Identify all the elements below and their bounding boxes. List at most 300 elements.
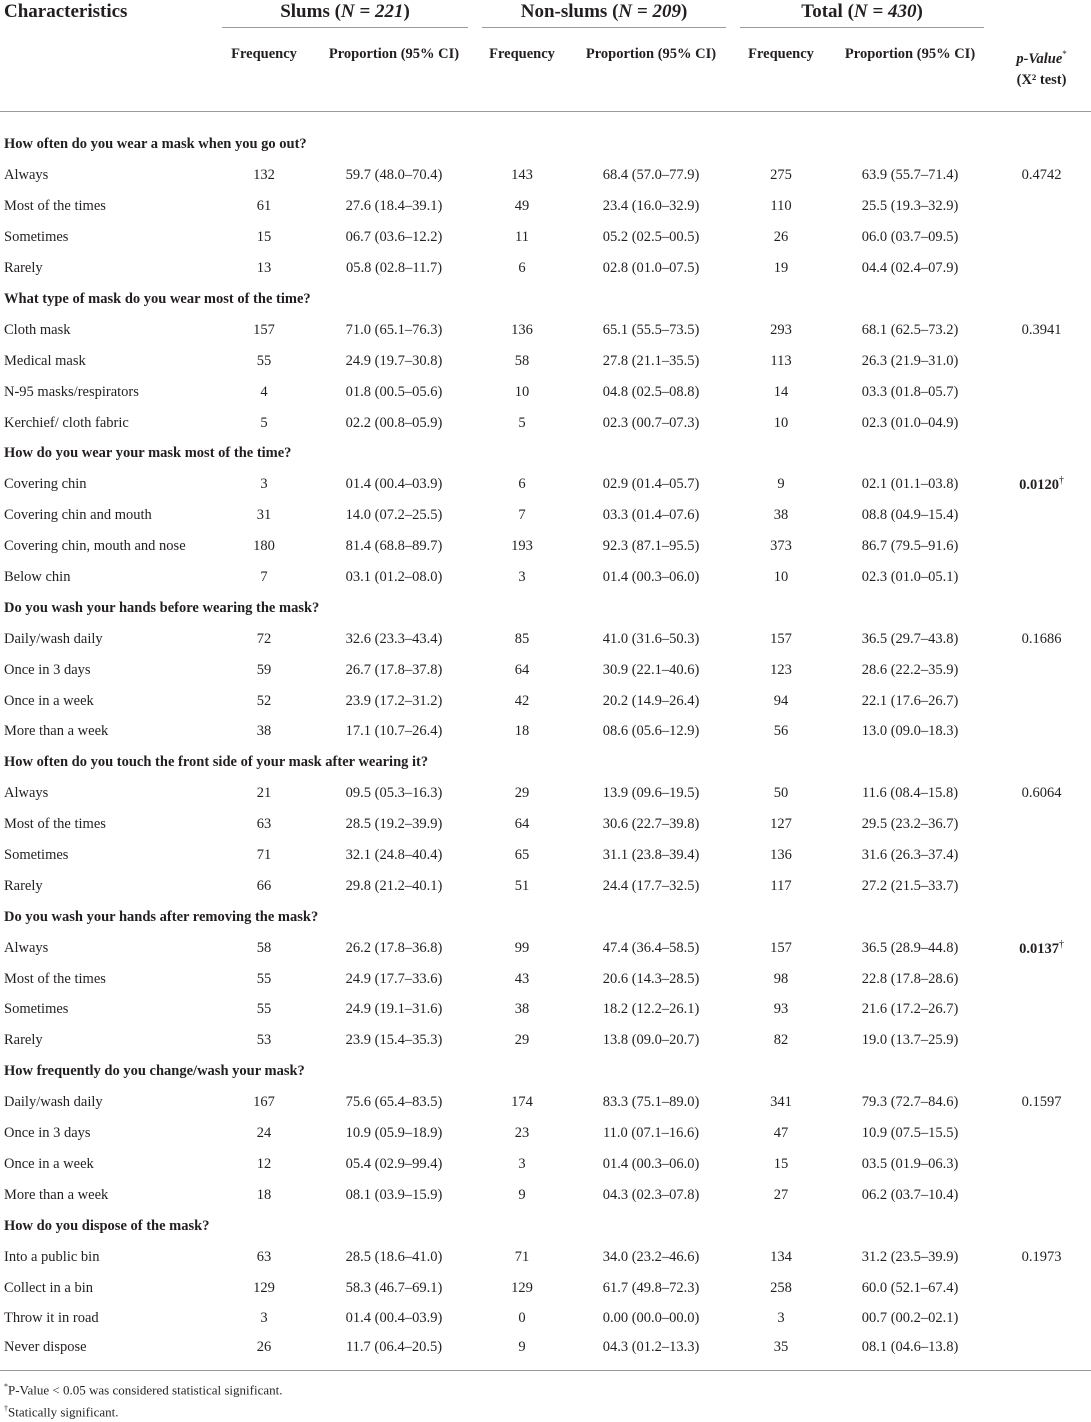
total-frequency-cell: 50	[773, 785, 789, 802]
non-slums-proportion-cell: 83.3 (75.1–89.0)	[602, 1094, 700, 1111]
non-slums-proportion-cell: 47.4 (36.4–58.5)	[602, 939, 700, 956]
non-slums-proportion-cell: 04.3 (01.2–13.3)	[568, 1334, 734, 1370]
pvalue-cell	[992, 1303, 1091, 1334]
slums-frequency-cell: 72	[256, 630, 272, 647]
slums-proportion-cell: 26.7 (17.8–37.8)	[345, 661, 443, 678]
slums-frequency-cell: 55	[256, 970, 272, 987]
row-label: Most of the times	[4, 198, 106, 215]
slums-proportion-cell: 71.0 (65.1–76.3)	[345, 321, 443, 338]
total-proportion-cell: 86.7 (79.5–91.6)	[861, 538, 959, 555]
slums-proportion-cell: 28.5 (18.6–41.0)	[345, 1248, 443, 1265]
table-row	[0, 809, 1091, 840]
total-proportion-cell: 00.7 (00.2–02.1)	[861, 1310, 959, 1327]
non-slums-frequency-cell: 129	[511, 1279, 533, 1296]
total-proportion-cell: 02.3 (01.0–05.1)	[861, 569, 959, 586]
table-row	[0, 1303, 1091, 1334]
section-question: What type of mask do you wear most of the time?	[4, 291, 311, 307]
row-label: Sometimes	[4, 847, 69, 864]
slums-frequency-cell: 3	[260, 476, 268, 493]
table-row	[0, 1149, 1091, 1180]
table-row	[0, 933, 1091, 964]
non-slums-frequency-cell: 9	[476, 1334, 568, 1370]
pvalue-cell	[992, 531, 1091, 562]
group-name: Total	[801, 1, 843, 22]
row-label: Into a public bin	[4, 1248, 100, 1265]
total-frequency-cell: 3	[777, 1310, 785, 1327]
row-label: Once in a week	[4, 1155, 94, 1172]
non-slums-frequency-cell: 71	[514, 1248, 530, 1265]
slums-proportion-cell: 24.9 (17.7–33.6)	[345, 970, 443, 987]
slums-frequency-cell: 66	[256, 877, 272, 894]
total-frequency-cell: 258	[770, 1279, 792, 1296]
total-frequency-cell: 157	[770, 630, 792, 647]
pvalue-header-label: p-Value	[1016, 50, 1063, 67]
total-frequency-cell: 110	[770, 198, 792, 215]
total-proportion-cell: 13.0 (09.0–18.3)	[861, 723, 959, 740]
section-question: How often do you wear a mask when you go out?	[4, 135, 307, 152]
total-proportion-cell: 31.2 (23.5–39.9)	[861, 1248, 959, 1265]
section-question: How frequently do you change/wash your mask?	[4, 1063, 305, 1080]
total-frequency-cell: 123	[770, 661, 792, 678]
pvalue-value: 0.0137	[1019, 940, 1059, 957]
footnote-text: Statically significant.	[8, 1404, 119, 1420]
slums-frequency-cell: 5	[260, 414, 268, 431]
non-slums-proportion-cell: 02.8 (01.0–07.5)	[602, 260, 700, 277]
total-frequency-cell: 117	[770, 877, 792, 894]
slums-frequency-cell: 3	[260, 1310, 268, 1327]
row-label: Covering chin	[4, 476, 87, 493]
row-label: Rarely	[4, 260, 43, 277]
table-row	[0, 315, 1091, 346]
slums-frequency-cell: 21	[256, 785, 272, 802]
total-frequency-cell: 27	[773, 1186, 789, 1203]
non-slums-proportion-cell: 20.6 (14.3–28.5)	[602, 970, 700, 987]
slums-frequency-cell: 53	[256, 1032, 272, 1049]
non-slums-frequency-cell: 64	[514, 816, 530, 833]
pvalue-cell	[992, 686, 1091, 717]
pvalue-cell	[992, 346, 1091, 377]
row-label: Most of the times	[4, 816, 106, 833]
total-frequency-cell: 127	[770, 816, 792, 833]
non-slums-frequency-cell: 11	[515, 229, 529, 246]
row-label: More than a week	[4, 723, 109, 740]
group-n: N = 430	[853, 1, 917, 22]
row-label: Kerchief/ cloth fabric	[4, 414, 129, 431]
total-proportion-cell: 08.1 (04.6–13.8)	[828, 1334, 992, 1370]
slums-proportion-cell: 03.1 (01.2–08.0)	[345, 569, 443, 586]
row-label: Always	[4, 167, 49, 184]
row-label: Covering chin, mouth and nose	[4, 538, 186, 555]
slums-proportion-cell: 09.5 (05.3–16.3)	[345, 785, 443, 802]
total-frequency-cell: 47	[773, 1125, 789, 1142]
non-slums-frequency-cell: 10	[514, 383, 530, 400]
total-frequency-cell: 10	[773, 414, 789, 431]
non-slums-proportion-cell: 20.2 (14.9–26.4)	[602, 692, 700, 709]
table-row	[0, 346, 1091, 377]
total-proportion-cell: 02.1 (01.1–03.8)	[861, 476, 959, 493]
footnote-text: P-Value < 0.05 was considered statistical significant.	[8, 1382, 283, 1398]
row-label: Daily/wash daily	[4, 630, 103, 647]
non-slums-proportion-cell: 41.0 (31.6–50.3)	[602, 630, 700, 647]
slums-frequency-cell: 15	[256, 229, 272, 246]
non-slums-proportion-cell: 34.0 (23.2–46.6)	[602, 1248, 700, 1265]
pvalue-cell	[992, 871, 1091, 902]
pvalue-value: 0.1686	[1021, 630, 1062, 647]
row-label: Rarely	[4, 877, 43, 894]
total-proportion-cell: 36.5 (28.9–44.8)	[861, 939, 959, 956]
pvalue-value: 0.1973	[1021, 1248, 1062, 1265]
footnote-mark: †	[4, 1404, 8, 1414]
row-label: Covering chin and mouth	[4, 507, 152, 524]
pvalue-cell	[992, 562, 1091, 593]
non-slums-proportion-cell: 31.1 (23.8–39.4)	[602, 847, 700, 864]
table-row	[0, 840, 1091, 871]
slums-proportion-cell: 05.8 (02.8–11.7)	[345, 260, 443, 277]
total-frequency-cell: 98	[773, 970, 789, 987]
slums-frequency-cell: 61	[256, 198, 272, 215]
non-slums-frequency-cell: 29	[514, 785, 530, 802]
table-row	[0, 964, 1091, 995]
slums-frequency-cell: 18	[256, 1186, 272, 1203]
slums-frequency-cell: 157	[253, 321, 275, 338]
non-slums-proportion-cell: 01.4 (00.3–06.0)	[602, 569, 700, 586]
footnote-mark: *	[4, 1382, 8, 1391]
row-label: Sometimes	[4, 1001, 69, 1018]
pvalue-cell	[992, 1242, 1091, 1273]
slums-proportion-cell: 59.7 (48.0–70.4)	[345, 167, 443, 184]
slums-frequency-cell: 52	[256, 692, 272, 709]
total-frequency-cell: 10	[773, 569, 789, 586]
slums-proportion-cell: 23.9 (17.2–31.2)	[345, 692, 443, 709]
non-slums-frequency-cell: 3	[518, 569, 526, 586]
table-body	[0, 112, 1091, 1371]
slums-proportion-cell: 24.9 (19.7–30.8)	[345, 352, 443, 369]
non-slums-proportion-cell: 18.2 (12.2–26.1)	[602, 1001, 700, 1018]
slums-frequency-cell: 63	[256, 1248, 272, 1265]
pvalue-cell	[992, 500, 1091, 531]
non-slums-frequency-cell: 29	[514, 1032, 530, 1049]
slums-proportion-cell: 29.8 (21.2–40.1)	[345, 877, 443, 894]
total-proportion-cell: 06.0 (03.7–09.5)	[861, 229, 959, 246]
row-label: Never dispose	[0, 1334, 216, 1370]
row-label: Always	[4, 939, 49, 956]
non-slums-frequency-cell: 5	[518, 414, 526, 431]
non-slums-proportion-cell: 27.8 (21.1–35.5)	[602, 352, 700, 369]
pvalue-cell	[992, 1334, 1091, 1370]
footnotes	[4, 1377, 283, 1422]
slums-proportion-cell: 08.1 (03.9–15.9)	[345, 1186, 443, 1203]
row-label: Daily/wash daily	[4, 1094, 103, 1111]
total-frequency-header: Frequency	[734, 31, 828, 112]
table-row	[0, 1025, 1091, 1056]
pvalue-header-test: (X² test)	[1016, 71, 1067, 88]
non-slums-frequency-cell: 64	[514, 661, 530, 678]
row-label: Once in 3 days	[4, 1125, 91, 1142]
slums-proportion-cell: 26.2 (17.8–36.8)	[345, 939, 443, 956]
slums-proportion-cell: 05.4 (02.9–99.4)	[345, 1155, 443, 1172]
non-slums-proportion-cell: 68.4 (57.0–77.9)	[602, 167, 700, 184]
non-slums-proportion-cell: 13.9 (09.6–19.5)	[602, 785, 700, 802]
non-slums-proportion-cell: 65.1 (55.5–73.5)	[602, 321, 700, 338]
table-row	[0, 191, 1091, 222]
section-header-row	[0, 1211, 1091, 1242]
group-n: N = 221	[340, 1, 404, 22]
slums-proportion-cell: 75.6 (65.4–83.5)	[345, 1094, 443, 1111]
pvalue-cell	[992, 933, 1091, 964]
table-row	[0, 377, 1091, 408]
total-proportion-cell: 22.8 (17.8–28.6)	[861, 970, 959, 987]
section-header-row	[0, 593, 1091, 624]
total-frequency-cell: 26	[773, 229, 789, 246]
row-label: More than a week	[4, 1186, 109, 1203]
pvalue-cell	[992, 191, 1091, 222]
table-row	[0, 161, 1091, 192]
non-slums-proportion-cell: 04.8 (02.5–08.8)	[602, 383, 700, 400]
total-proportion-cell: 03.3 (01.8–05.7)	[861, 383, 959, 400]
total-frequency-cell: 38	[773, 507, 789, 524]
slums-proportion-cell: 14.0 (07.2–25.5)	[345, 507, 443, 524]
total-proportion-header: Proportion (95% CI)	[828, 31, 992, 112]
non-slums-proportion-cell: 30.9 (22.1–40.6)	[602, 661, 700, 678]
footnote-pvalue	[4, 1377, 283, 1399]
table-row	[0, 655, 1091, 686]
pvalue-header-mark: *	[1062, 49, 1067, 59]
total-frequency-cell: 134	[770, 1248, 792, 1265]
significance-mark: †	[1058, 475, 1064, 487]
total-frequency-cell: 136	[770, 847, 792, 864]
total-proportion-cell: 22.1 (17.6–26.7)	[861, 692, 959, 709]
row-label: Cloth mask	[4, 321, 71, 338]
total-proportion-cell: 06.2 (03.7–10.4)	[861, 1186, 959, 1203]
total-frequency-cell: 15	[773, 1155, 789, 1172]
section-header-row	[0, 439, 1091, 470]
total-proportion-cell: 02.3 (01.0–04.9)	[861, 414, 959, 431]
total-group-header: Total (N = 430)	[734, 0, 992, 31]
slums-group-header: Slums (N = 221)	[216, 0, 476, 31]
table-row	[0, 253, 1091, 284]
row-label: Collect in a bin	[4, 1279, 93, 1296]
total-frequency-cell: 56	[773, 723, 789, 740]
pvalue-value: 0.6064	[1021, 785, 1062, 802]
pvalue-cell	[992, 995, 1091, 1026]
non-slums-frequency-cell: 49	[514, 198, 530, 215]
slums-frequency-cell: 167	[253, 1094, 275, 1111]
slums-proportion-cell: 11.7 (06.4–20.5)	[312, 1334, 476, 1370]
section-question: Do you wash your hands after removing the mask?	[4, 908, 319, 925]
non-slums-frequency-cell: 6	[518, 260, 526, 277]
sub-header-row	[0, 31, 1091, 112]
non-slums-group-header: Non-slums (N = 209)	[476, 0, 734, 31]
total-proportion-cell: 19.0 (13.7–25.9)	[861, 1032, 959, 1049]
slums-proportion-cell: 32.6 (23.3–43.4)	[345, 630, 443, 647]
non-slums-frequency-cell: 51	[514, 877, 530, 894]
non-slums-proportion-cell: 24.4 (17.7–32.5)	[602, 877, 700, 894]
footnote-significance	[4, 1399, 283, 1421]
non-slums-frequency-header: Frequency	[476, 31, 568, 112]
pvalue-value: 0.1597	[1021, 1094, 1062, 1111]
pvalue-header	[992, 31, 1091, 112]
total-proportion-cell: 04.4 (02.4–07.9)	[861, 260, 959, 277]
total-proportion-cell: 68.1 (62.5–73.2)	[861, 321, 959, 338]
slums-frequency-cell: 31	[256, 507, 272, 524]
non-slums-proportion-cell: 61.7 (49.8–72.3)	[602, 1279, 700, 1296]
table-row	[0, 469, 1091, 500]
pvalue-cell	[992, 469, 1091, 500]
total-frequency-cell: 19	[773, 260, 789, 277]
table-row	[0, 1334, 1091, 1370]
total-proportion-cell: 29.5 (23.2–36.7)	[861, 816, 959, 833]
row-label: Throw it in road	[4, 1310, 99, 1327]
pvalue-cell	[992, 778, 1091, 809]
slums-proportion-cell: 01.4 (00.4–03.9)	[345, 476, 443, 493]
pvalue-cell	[992, 809, 1091, 840]
pvalue-value: 0.0120	[1019, 477, 1059, 494]
non-slums-frequency-cell: 143	[511, 167, 533, 184]
slums-frequency-cell: 55	[256, 1001, 272, 1018]
total-frequency-cell: 35	[734, 1334, 828, 1370]
total-proportion-cell: 03.5 (01.9–06.3)	[861, 1155, 959, 1172]
table-row	[0, 531, 1091, 562]
total-proportion-cell: 79.3 (72.7–84.6)	[861, 1094, 959, 1111]
non-slums-proportion-cell: 03.3 (01.4–07.6)	[602, 507, 700, 524]
non-slums-proportion-cell: 0.00 (00.0–00.0)	[602, 1310, 700, 1327]
slums-proportion-cell: 17.1 (10.7–26.4)	[345, 723, 443, 740]
non-slums-frequency-cell: 65	[514, 847, 530, 864]
non-slums-frequency-cell: 3	[518, 1155, 526, 1172]
slums-proportion-header: Proportion (95% CI)	[312, 31, 476, 112]
total-frequency-cell: 94	[773, 692, 789, 709]
total-proportion-cell: 21.6 (17.2–26.7)	[861, 1001, 959, 1018]
total-frequency-cell: 82	[773, 1032, 789, 1049]
pvalue-cell	[992, 655, 1091, 686]
non-slums-proportion-cell: 02.3 (00.7–07.3)	[602, 414, 700, 431]
slums-frequency-cell: 38	[256, 723, 272, 740]
non-slums-proportion-cell: 08.6 (05.6–12.9)	[602, 723, 700, 740]
pvalue-cell	[992, 315, 1091, 346]
slums-proportion-cell: 81.4 (68.8–89.7)	[345, 538, 443, 555]
row-label: Rarely	[4, 1032, 43, 1049]
slums-proportion-cell: 02.2 (00.8–05.9)	[345, 414, 443, 431]
non-slums-proportion-cell: 11.0 (07.1–16.6)	[602, 1125, 700, 1142]
section-question: How do you dispose of the mask?	[4, 1217, 210, 1234]
total-frequency-cell: 157	[770, 939, 792, 956]
non-slums-frequency-cell: 43	[514, 970, 530, 987]
table-row	[0, 1273, 1091, 1304]
total-frequency-cell: 275	[770, 167, 792, 184]
non-slums-frequency-cell: 0	[518, 1310, 526, 1327]
group-name: Non-slums	[520, 1, 608, 22]
slums-proportion-cell: 23.9 (15.4–35.3)	[345, 1032, 443, 1049]
pvalue-cell	[992, 1087, 1091, 1118]
table-row	[0, 408, 1091, 439]
non-slums-proportion-cell: 02.9 (01.4–05.7)	[602, 476, 700, 493]
non-slums-frequency-cell: 18	[514, 723, 530, 740]
row-label: Medical mask	[4, 352, 86, 369]
slums-proportion-cell: 01.4 (00.4–03.9)	[345, 1310, 443, 1327]
non-slums-frequency-cell: 99	[514, 939, 530, 956]
total-frequency-cell: 293	[770, 321, 792, 338]
pvalue-value: 0.4742	[1021, 167, 1062, 184]
slums-proportion-cell: 32.1 (24.8–40.4)	[345, 847, 443, 864]
section-header-row	[0, 747, 1091, 778]
group-n: N = 209	[618, 1, 681, 22]
non-slums-proportion-cell: 30.6 (22.7–39.8)	[602, 816, 700, 833]
section-header-row	[0, 1056, 1091, 1087]
row-label: Once in 3 days	[4, 661, 91, 678]
slums-proportion-cell: 27.6 (18.4–39.1)	[345, 198, 443, 215]
non-slums-proportion-cell: 05.2 (02.5–00.5)	[602, 229, 700, 246]
pvalue-cell	[992, 1025, 1091, 1056]
total-proportion-cell: 36.5 (29.7–43.8)	[861, 630, 959, 647]
slums-frequency-cell: 55	[256, 352, 272, 369]
total-frequency-cell: 373	[770, 538, 792, 555]
non-slums-proportion-cell: 04.3 (02.3–07.8)	[602, 1186, 700, 1203]
total-frequency-cell: 9	[777, 476, 785, 493]
non-slums-proportion-header: Proportion (95% CI)	[568, 31, 734, 112]
total-frequency-cell: 113	[770, 352, 792, 369]
pvalue-cell	[992, 222, 1091, 253]
sub-header-spacer	[0, 31, 216, 112]
characteristics-header: Characteristics	[4, 1, 128, 22]
table-row	[0, 562, 1091, 593]
non-slums-frequency-cell: 23	[514, 1125, 530, 1142]
table-row	[0, 686, 1091, 717]
table-row	[0, 1180, 1091, 1211]
slums-proportion-cell: 06.7 (03.6–12.2)	[345, 229, 443, 246]
slums-proportion-cell: 01.8 (00.5–05.6)	[345, 383, 443, 400]
total-proportion-cell: 11.6 (08.4–15.8)	[861, 785, 959, 802]
slums-frequency-header: Frequency	[216, 31, 312, 112]
slums-frequency-cell: 26	[216, 1334, 312, 1370]
slums-proportion-cell: 24.9 (19.1–31.6)	[345, 1001, 443, 1018]
slums-frequency-cell: 58	[256, 939, 272, 956]
row-label: Sometimes	[4, 229, 69, 246]
table-row	[0, 778, 1091, 809]
pvalue-cell	[992, 408, 1091, 439]
slums-frequency-cell: 59	[256, 661, 272, 678]
row-label: Below chin	[4, 569, 71, 586]
non-slums-frequency-cell: 58	[514, 352, 530, 369]
section-question: How often do you touch the front side of your mask after wearing it?	[4, 754, 429, 771]
total-proportion-cell: 27.2 (21.5–33.7)	[861, 877, 959, 894]
non-slums-frequency-cell: 42	[514, 692, 530, 709]
total-proportion-cell: 08.8 (04.9–15.4)	[861, 507, 959, 524]
pvalue-cell	[992, 624, 1091, 655]
table-row	[0, 871, 1091, 902]
non-slums-frequency-cell: 85	[514, 630, 530, 647]
total-proportion-cell: 28.6 (22.2–35.9)	[861, 661, 959, 678]
total-proportion-cell: 10.9 (07.5–15.5)	[861, 1125, 959, 1142]
table-row	[0, 1118, 1091, 1149]
non-slums-frequency-cell: 7	[518, 507, 526, 524]
slums-frequency-cell: 7	[260, 569, 268, 586]
slums-frequency-cell: 129	[253, 1279, 275, 1296]
section-header-row	[0, 902, 1091, 933]
group-name: Slums	[280, 1, 330, 22]
pvalue-group-spacer	[992, 0, 1091, 31]
non-slums-proportion-cell: 23.4 (16.0–32.9)	[602, 198, 700, 215]
row-label: Once in a week	[4, 692, 94, 709]
total-proportion-cell: 26.3 (21.9–31.0)	[861, 352, 959, 369]
table-row	[0, 222, 1091, 253]
non-slums-frequency-cell: 38	[514, 1001, 530, 1018]
pvalue-cell	[992, 717, 1091, 748]
total-proportion-cell: 25.5 (19.3–32.9)	[861, 198, 959, 215]
non-slums-proportion-cell: 92.3 (87.1–95.5)	[602, 538, 700, 555]
section-question: How do you wear your mask most of the time?	[4, 445, 292, 462]
pvalue-cell	[992, 1149, 1091, 1180]
table-row	[0, 717, 1091, 748]
